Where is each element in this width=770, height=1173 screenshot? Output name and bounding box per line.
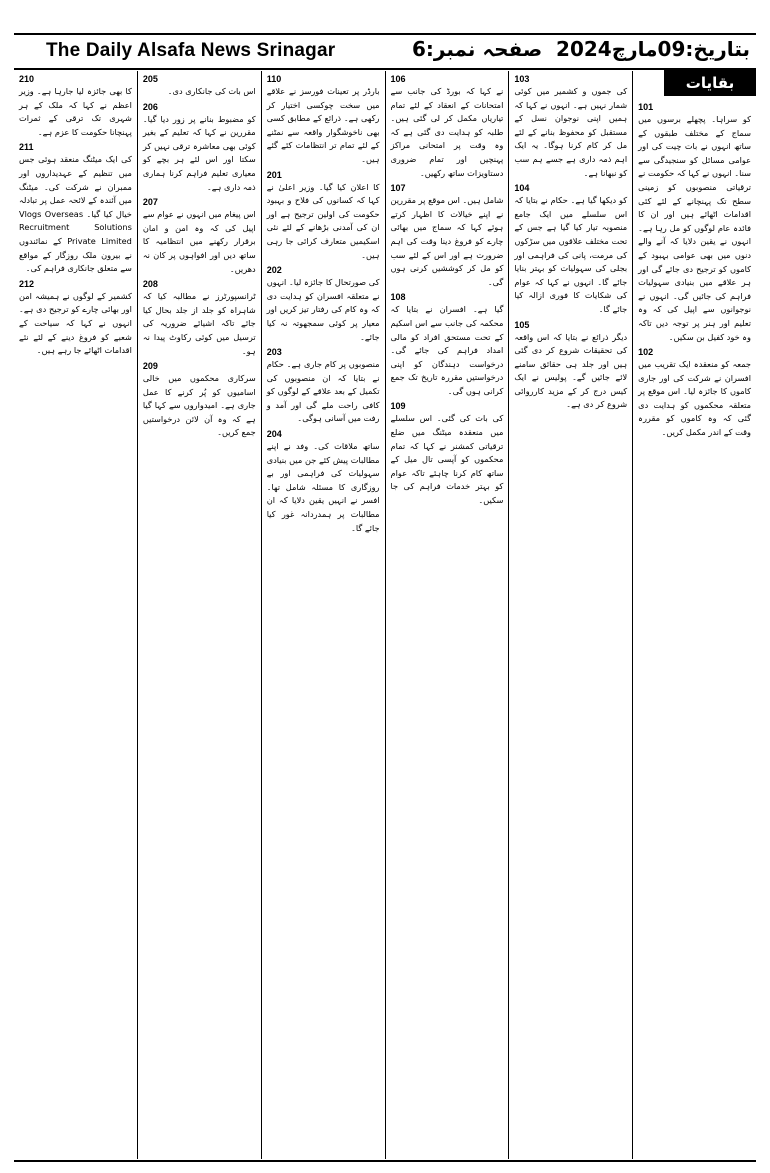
- continuation-text: اس بات کی جانکاری دی۔: [167, 86, 256, 96]
- masthead: [14, 34, 756, 68]
- continuation-text: کا اعلان کیا گیا۔ وزیر اعلیٰ نے کہا کہ کسانوں کی فلاح و بہبود حکومت کی اولین ترجیح ہے اور ان کی آمدنی بڑھانے کے لئے نئی اسکیمیں متعارف کرائی جا رہی ہیں۔: [266, 181, 380, 260]
- continuation-text: بارڈر پر تعینات فورسز نے علاقے میں سخت چوکسی اختیار کر رکھی ہے۔ ذرائع کے مطابق کسی بھی ناخوشگوار واقعہ سے نمٹنے کے لئے تمام تر انتظامات کئے گئے ہیں۔: [266, 86, 380, 164]
- continuation-number: 106: [390, 74, 406, 84]
- continuation-number: 209: [142, 361, 158, 372]
- continuation-text: ٹرانسپورٹرز نے مطالبہ کیا کہ شاہراہ کو جلد از جلد بحال کیا جائے تاکہ اشیائے ضروریہ کی ترسیل میں کوئی رکاوٹ پیدا نہ ہو۔: [142, 291, 256, 356]
- continuation-item: [514, 319, 627, 413]
- column-4: [261, 71, 385, 1159]
- column-5: [137, 71, 261, 1159]
- continuation-text: کا بھی جائزہ لیا جارہا ہے۔ وزیر اعظم نے کہا کہ ملک کے ہر شہری تک ترقی کے ثمرات پہنچانا حکومت کا عزم ہے۔: [19, 86, 132, 137]
- continuation-text: کو سراہا۔ پچھلے برسوں میں سماج کے مختلف طبقوں کے ساتھ انہوں نے بات چیت کی اور عوامی مسائل کو سنجیدگی سے سنا۔ انہوں نے کہا کہ حکومت نے ترقیاتی منصوبوں کو زمینی سطح تک پہنچانے کے لئے کئی اقدامات اٹھائے ہیں اور ان کا فائدہ عام لوگوں کو مل رہا ہے۔ انہوں نے یقین دلایا کہ آنے والے دنوں میں بھی عوامی بہبود کے کاموں کو ترجیح دی جائے گی اور ہر علاقے میں بنیادی سہولیات فراہم کی جائیں گی۔ انہوں نے نوجوانوں سے اپیل کی کہ وہ تعلیم اور ہنر پر توجہ دیں تاکہ وہ خود کفیل بن سکیں۔: [638, 114, 751, 342]
- continuation-text: گیا ہے۔ افسران نے بتایا کہ محکمہ کی جانب سے اس اسکیم کے تحت مستحق افراد کو مالی امداد فراہم کی جائے گی۔ درخواست دہندگان کو اپنی درخواستیں مقررہ تاریخ تک جمع کرانی ہوں گی۔: [390, 304, 504, 396]
- continuation-number: 108: [390, 292, 406, 303]
- continuation-number: 207: [142, 197, 158, 208]
- continuation-number: 110: [266, 74, 282, 84]
- continuation-number: 202: [266, 265, 282, 276]
- continuation-item: [514, 73, 627, 180]
- newspaper-name: The Daily Alsafa News Srinagar: [46, 40, 336, 61]
- continuation-item: [267, 264, 380, 344]
- continuation-number: 204: [266, 429, 282, 440]
- continuation-number: 103: [514, 74, 530, 84]
- page-number: صفحہ نمبر:6: [412, 37, 543, 61]
- continuation-number: 211: [19, 142, 34, 153]
- continuation-item: [638, 346, 751, 440]
- continuation-number: 210: [19, 74, 35, 84]
- continuation-item: [267, 73, 380, 167]
- continuation-text: شامل ہیں۔ اس موقع پر مقررین نے اپنے خیالات کا اظہار کرتے ہوئے کہا کہ سماج میں بھائی چارے کو فروغ دینا وقت کی اہم ضرورت ہے اور اس کے لئے سب کو مل کر کوششیں کرنی ہوں گی۔: [390, 195, 504, 287]
- continuation-item: [143, 360, 256, 440]
- continuation-item: [19, 141, 132, 275]
- continuation-number: 102: [638, 347, 654, 358]
- continuation-item: [19, 73, 132, 139]
- page-bottom-rule: [14, 1160, 756, 1162]
- column-3: [385, 71, 509, 1159]
- continuation-item: [143, 73, 256, 99]
- continuation-number: 205: [142, 74, 158, 84]
- continuation-text: کو دیکھا گیا ہے۔ حکام نے بتایا کہ اس سلسلے میں ایک جامع منصوبہ تیار کیا گیا ہے جس کے تحت مختلف علاقوں میں سڑکوں کی مرمت، پانی کی فراہمی اور بجلی کی سہولیات کو بہتر بنایا جائے گا۔ انہوں نے کہا کہ عوام کی شکایات کا فوری ازالہ کیا جائے گا۔: [514, 195, 628, 314]
- column-6: [14, 71, 137, 1159]
- continuation-number: 206: [142, 101, 158, 112]
- continuation-text: کی ایک میٹنگ منعقد ہوئی جس میں تنظیم کے عہدیداروں اور ممبران نے شرکت کی۔ میٹنگ میں آئندہ کے لائحہ عمل پر تبادلہ خیال کیا گیا۔ Vlogs Overseas Recruitment Solutions Private Limited کے نمائندوں نے بیرون ملک روزگار کے مواقع سے متعلق جانکاری فراہم کی۔: [19, 154, 132, 274]
- section-title-banner: بقایات: [664, 70, 756, 96]
- continuation-text: اس پیغام میں انہوں نے عوام سے اپیل کی کہ وہ امن و امان برقرار رکھنے میں انتظامیہ کا ساتھ دیں اور افواہوں پر کان نہ دھریں۔: [142, 209, 256, 274]
- continuation-text: کی صورتحال کا جائزہ لیا۔ انہوں نے متعلقہ افسران کو ہدایت دی کہ وہ کام کی رفتار تیز کریں اور معیار پر کوئی سمجھوتہ نہ کیا جائے۔: [266, 277, 380, 342]
- continuation-item: [143, 278, 256, 358]
- continuation-item: [19, 278, 132, 358]
- continuation-number: 101: [638, 102, 654, 112]
- continuation-number: 104: [514, 183, 530, 194]
- continuation-text: کی جموں و کشمیر میں کوئی شمار نہیں ہے۔ انہوں نے کہا کہ ہمیں اپنی نوجوان نسل کے مستقبل کو محفوظ بنانے کے لئے مل کر کام کرنا ہوگا۔ یہ ایک اہم ذمہ داری ہے جسے ہم سب کو نبھانا ہے۔: [514, 86, 628, 178]
- article-columns: [14, 71, 756, 1159]
- continuation-number: 105: [514, 319, 530, 330]
- continuation-item: [143, 101, 256, 195]
- continuation-number: 109: [390, 401, 406, 412]
- continuation-text: جمعہ کو منعقدہ ایک تقریب میں افسران نے شرکت کی اور جاری کاموں کا جائزہ لیا۔ اس موقع پر متعلقہ محکموں کو ہدایت دی گئی کہ وہ کاموں کو مقررہ وقت کے اندر مکمل کریں۔: [638, 359, 751, 438]
- continuation-item: [143, 196, 256, 276]
- column-1: [632, 71, 756, 1159]
- continuation-number: 203: [266, 347, 282, 358]
- continuation-text: ساتھ ملاقات کی۔ وفد نے اپنے مطالبات پیش کئے جن میں بنیادی سہولیات کی فراہمی اور بے روزگاری کا مسئلہ شامل تھا۔ افسر نے انہیں یقین دلایا کہ ان مطالبات پر ہمدردانہ غور کیا جائے گا۔: [266, 441, 380, 533]
- column-2: [508, 71, 632, 1159]
- continuation-text: دیگر ذرائع نے بتایا کہ اس واقعہ کی تحقیقات شروع کر دی گئی ہیں اور جلد ہی حقائق سامنے لائے جائیں گے۔ پولیس نے ایک کیس درج کر کے مزید کارروائی شروع کر دی ہے۔: [514, 331, 628, 410]
- continuation-text: نے کہا کہ بورڈ کی جانب سے امتحانات کے انعقاد کے لئے تمام تیاریاں مکمل کر لی گئی ہیں۔ طلبہ کو ہدایت دی گئی ہے کہ وہ وقت پر امتحانی مراکز پہنچیں اور تمام ضروری دستاویزات ساتھ رکھیں۔: [390, 86, 504, 178]
- continuation-item: [391, 73, 504, 180]
- continuation-item: [267, 169, 380, 263]
- continuation-text: کی بات کی گئی۔ اس سلسلے میں منعقدہ میٹنگ میں ضلع ترقیاتی کمشنر نے کہا کہ تمام محکموں کو آپسی تال میل کے ساتھ کام کرنا چاہئے تاکہ عوام کو بہتر خدمات فراہم کی جا سکیں۔: [390, 413, 504, 506]
- continuation-number: 208: [142, 279, 158, 290]
- continuation-number: 107: [390, 183, 406, 194]
- continuation-number: 212: [19, 278, 35, 289]
- continuation-item: [391, 400, 504, 507]
- masthead-bottom-rule: [14, 68, 756, 70]
- publication-date: بتاریخ:09مارچ2024: [556, 37, 750, 61]
- continuation-item: [391, 291, 504, 398]
- continuation-item: [267, 346, 380, 426]
- continuation-text: کشمیر کے لوگوں نے ہمیشہ امن اور بھائی چارے کو ترجیح دی ہے۔ انہوں نے کہا کہ سیاحت کے شعبے کو فروغ دینے کے لئے نئے اقدامات اٹھائے جا رہے ہیں۔: [19, 290, 132, 356]
- continuation-item: [514, 182, 627, 316]
- continuation-text: کو مضبوط بنانے پر زور دیا گیا۔ مقررین نے کہا کہ تعلیم کے بغیر کوئی بھی معاشرہ ترقی نہیں کر سکتا اور اس لئے ہر بچے کو معیاری تعلیم فراہم کرنا ہماری ذمہ داری ہے۔: [142, 113, 256, 192]
- continuation-number: 201: [266, 169, 282, 180]
- continuation-text: منصوبوں پر کام جاری ہے۔ حکام نے بتایا کہ ان منصوبوں کی تکمیل کے بعد علاقے کے لوگوں کو کافی راحت ملے گی اور آمد و رفت میں آسانی ہوگی۔: [266, 359, 380, 424]
- continuation-text: سرکاری محکموں میں خالی اسامیوں کو پُر کرنے کا عمل جاری ہے۔ امیدواروں سے کہا گیا ہے کہ وہ آن لائن درخواستیں جمع کریں۔: [142, 373, 256, 438]
- continuation-item: [391, 182, 504, 289]
- continuation-item: [638, 101, 751, 344]
- continuation-item: [267, 428, 380, 535]
